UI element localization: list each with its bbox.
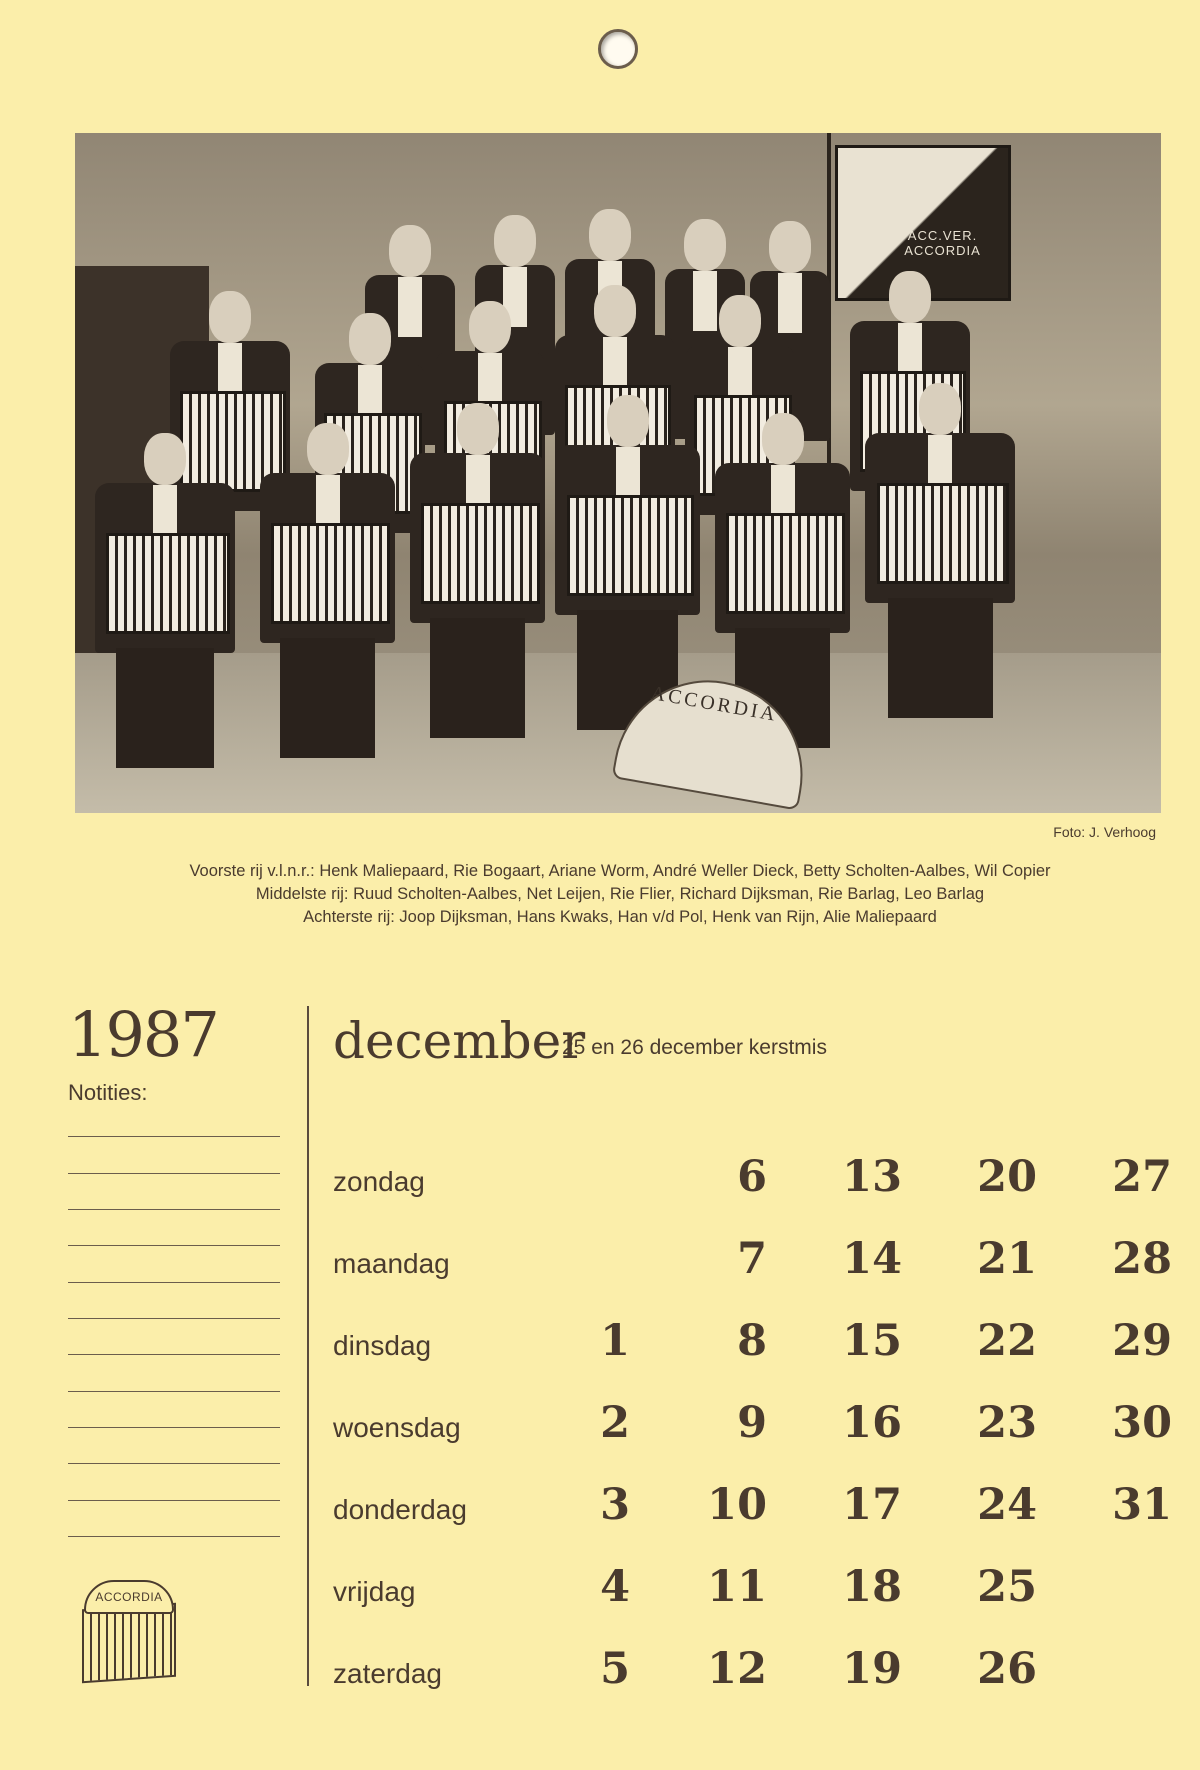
person-front-1 bbox=[95, 433, 235, 813]
note-line bbox=[68, 1500, 280, 1501]
date-cell: 16 bbox=[842, 1398, 902, 1448]
date-cell: 6 bbox=[737, 1152, 767, 1202]
holiday-note: 25 en 26 december kerstmis bbox=[562, 1036, 827, 1059]
note-line bbox=[68, 1173, 280, 1174]
date-cell: 10 bbox=[707, 1480, 767, 1530]
caption-front-row: Voorste rij v.l.n.r.: Henk Maliepaard, Rie Bogaart, Ariane Worm, André Weller Dieck, Betty Scholten-Aalbes, Wil Copier bbox=[189, 862, 1051, 880]
notes-label: Notities: bbox=[68, 1080, 148, 1105]
date-cell: 26 bbox=[977, 1644, 1037, 1694]
date-cell: 11 bbox=[707, 1562, 767, 1612]
column-divider bbox=[307, 1006, 309, 1686]
date-cell: 30 bbox=[1112, 1398, 1172, 1448]
date-cell: 22 bbox=[977, 1316, 1037, 1366]
date-cell: 28 bbox=[1112, 1234, 1172, 1284]
caption-middle-row: Middelste rij: Ruud Scholten-Aalbes, Net Leijen, Rie Flier, Richard Dijksman, Rie Barlag, Leo Barlag bbox=[255, 885, 985, 903]
photo-credit: Foto: J. Verhoog bbox=[1053, 824, 1156, 840]
logo-text: ACCORDIA bbox=[84, 1580, 174, 1614]
day-name-donderdag: donderdag bbox=[333, 1494, 467, 1525]
logo-accordion-icon bbox=[82, 1603, 176, 1684]
photo-captions bbox=[40, 860, 1200, 929]
date-cell: 23 bbox=[977, 1398, 1037, 1448]
date-cell: 21 bbox=[977, 1234, 1037, 1284]
note-line bbox=[68, 1282, 280, 1283]
date-cell: 24 bbox=[977, 1480, 1037, 1530]
note-line bbox=[68, 1318, 280, 1319]
year: 1987 bbox=[68, 998, 218, 1071]
date-cell: 8 bbox=[737, 1316, 767, 1366]
date-cell: 31 bbox=[1112, 1480, 1172, 1530]
date-cell: 5 bbox=[600, 1644, 630, 1694]
day-name-zondag: zondag bbox=[333, 1166, 425, 1197]
note-line bbox=[68, 1427, 280, 1428]
date-cell: 13 bbox=[842, 1152, 902, 1202]
date-cell: 27 bbox=[1112, 1152, 1172, 1202]
date-cell: 15 bbox=[842, 1316, 902, 1366]
date-cell: 17 bbox=[842, 1480, 902, 1530]
person-front-6 bbox=[865, 383, 1015, 763]
date-cell: 29 bbox=[1112, 1316, 1172, 1366]
note-line bbox=[68, 1354, 280, 1355]
date-cell: 14 bbox=[842, 1234, 902, 1284]
note-line bbox=[68, 1536, 280, 1537]
note-line bbox=[68, 1209, 280, 1210]
date-cell: 25 bbox=[977, 1562, 1037, 1612]
person-front-2 bbox=[260, 423, 395, 803]
date-cell: 18 bbox=[842, 1562, 902, 1612]
note-line bbox=[68, 1136, 280, 1137]
date-cell: 20 bbox=[977, 1152, 1037, 1202]
note-line bbox=[68, 1463, 280, 1464]
hanging-hole bbox=[598, 29, 638, 69]
day-name-woensdag: woensdag bbox=[333, 1412, 461, 1443]
date-cell: 2 bbox=[600, 1398, 630, 1448]
day-name-maandag: maandag bbox=[333, 1248, 450, 1279]
date-cell: 4 bbox=[600, 1562, 630, 1612]
date-cell: 3 bbox=[600, 1480, 630, 1530]
emblem-text: ACCORDIA bbox=[649, 682, 780, 726]
accordia-logo bbox=[78, 1580, 178, 1682]
day-name-zaterdag: zaterdag bbox=[333, 1658, 442, 1689]
month-title: december bbox=[333, 1012, 586, 1070]
date-cell: 19 bbox=[842, 1644, 902, 1694]
date-cell: 12 bbox=[707, 1644, 767, 1694]
day-name-vrijdag: vrijdag bbox=[333, 1576, 416, 1607]
date-cell: 7 bbox=[737, 1234, 767, 1284]
person-front-3 bbox=[410, 403, 545, 783]
day-name-dinsdag: dinsdag bbox=[333, 1330, 432, 1361]
date-cell: 9 bbox=[737, 1398, 767, 1448]
date-cell: 1 bbox=[600, 1316, 630, 1366]
caption-back-row: Achterste rij: Joop Dijksman, Hans Kwaks, Han v/d Pol, Henk van Rijn, Alie Maliepaard bbox=[303, 908, 937, 926]
note-line bbox=[68, 1245, 280, 1246]
banner-text: ACC.VER. ACCORDIA bbox=[904, 228, 981, 258]
group-photo bbox=[75, 133, 1161, 813]
note-line bbox=[68, 1391, 280, 1392]
